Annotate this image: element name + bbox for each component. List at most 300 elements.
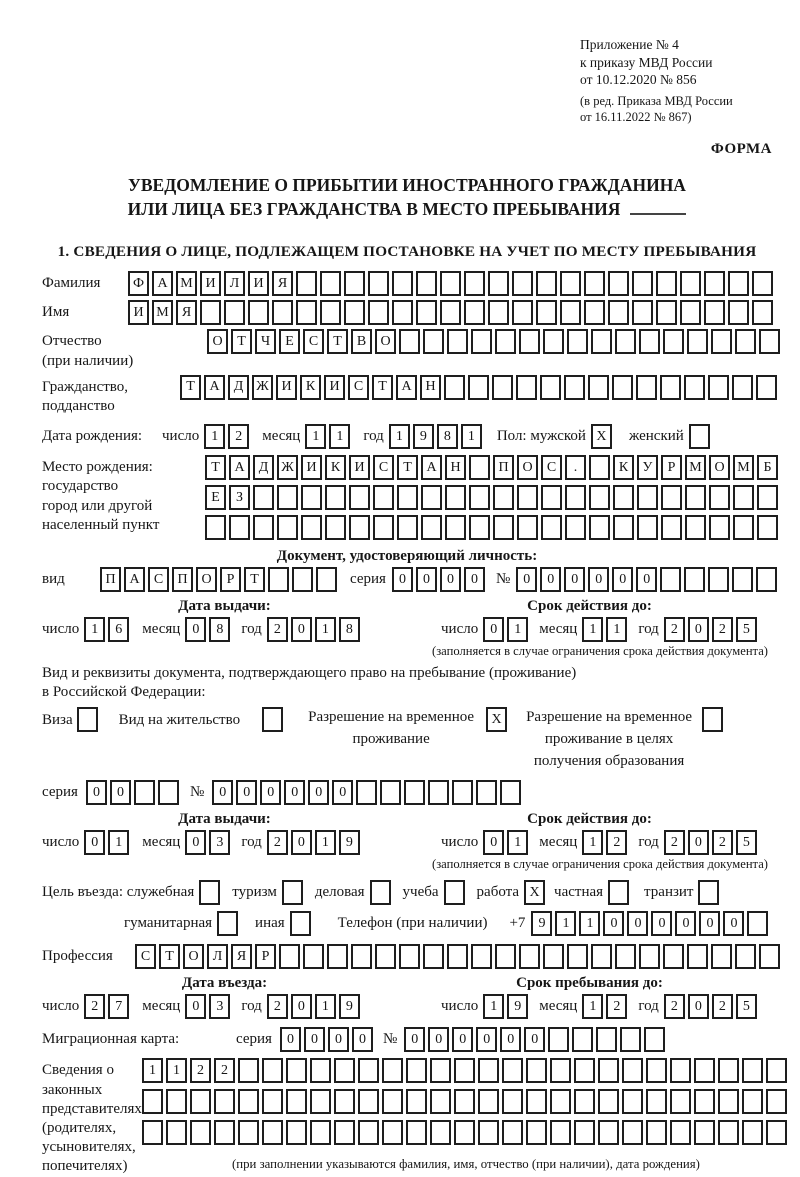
revision-line: (в ред. Приказа МВД России xyxy=(580,93,733,108)
char-cell xyxy=(646,1120,667,1145)
char-cell: Ж xyxy=(252,375,273,400)
char-cell xyxy=(382,1058,403,1083)
char-cell xyxy=(423,329,444,354)
char-cell xyxy=(158,780,179,805)
char-cell xyxy=(382,1120,403,1145)
char-cell: 0 xyxy=(428,1027,449,1052)
char-cell: 9 xyxy=(339,830,360,855)
char-cell xyxy=(373,515,394,540)
char-cell xyxy=(752,300,773,325)
doc-expiry-header: Срок действия до: xyxy=(527,598,652,615)
purpose-official-checkbox xyxy=(199,880,223,905)
char-cell xyxy=(286,1120,307,1145)
char-cell xyxy=(540,375,561,400)
char-cell xyxy=(632,271,653,296)
char-cell xyxy=(694,1120,715,1145)
char-cell xyxy=(476,780,497,805)
char-cell: 7 xyxy=(108,994,129,1019)
char-cell xyxy=(399,329,420,354)
birth-place-block xyxy=(42,455,772,540)
char-cell xyxy=(589,485,610,510)
stay-series-label: серия xyxy=(42,784,78,801)
stay-number-label: № xyxy=(189,784,205,801)
char-cell xyxy=(656,271,677,296)
char-cell: 1 xyxy=(329,424,350,449)
char-cell xyxy=(502,1120,523,1145)
doc-dates-row xyxy=(42,617,772,642)
char-cell xyxy=(684,375,705,400)
char-cell xyxy=(756,375,777,400)
char-cell xyxy=(238,1089,259,1114)
char-cell xyxy=(660,375,681,400)
char-cell: И xyxy=(276,375,297,400)
char-cell: З xyxy=(229,485,250,510)
char-cell xyxy=(564,375,585,400)
char-cell: К xyxy=(325,455,346,480)
char-cell: 0 xyxy=(464,567,485,592)
given-name-label: Имя xyxy=(42,304,70,321)
char-cell xyxy=(502,1058,523,1083)
char-cell xyxy=(519,944,540,969)
char-cell xyxy=(718,1089,739,1114)
char-cell: С xyxy=(541,455,562,480)
char-cell xyxy=(747,911,768,936)
char-cell xyxy=(301,485,322,510)
char-cell xyxy=(637,485,658,510)
sex-male-label: Пол: мужской xyxy=(496,428,586,445)
char-cell xyxy=(142,1120,163,1145)
char-cell xyxy=(440,300,461,325)
char-cell: У xyxy=(637,455,658,480)
char-cell xyxy=(687,329,708,354)
char-cell: 5 xyxy=(736,994,757,1019)
char-cell xyxy=(77,707,98,732)
char-cell xyxy=(636,375,657,400)
char-cell: 8 xyxy=(437,424,458,449)
char-cell xyxy=(320,271,341,296)
char-cell xyxy=(440,271,461,296)
stay-expiry-day xyxy=(483,830,531,855)
char-cell: 1 xyxy=(204,424,225,449)
char-cell: 0 xyxy=(185,994,206,1019)
temp-residence-edu-checkbox xyxy=(702,707,726,732)
char-cell xyxy=(471,329,492,354)
sex-male-checkbox xyxy=(591,424,615,449)
purpose-private-label: частная xyxy=(554,884,604,901)
char-cell xyxy=(469,485,490,510)
char-cell xyxy=(584,271,605,296)
char-cell xyxy=(368,271,389,296)
char-cell xyxy=(406,1089,427,1114)
char-cell xyxy=(536,271,557,296)
char-cell xyxy=(689,424,710,449)
residence-permit-checkbox xyxy=(262,707,286,732)
char-cell xyxy=(584,300,605,325)
char-cell: М xyxy=(152,300,173,325)
visa-checkbox xyxy=(77,707,101,732)
entry-dates-headers xyxy=(42,975,772,992)
representatives-row2 xyxy=(142,1089,790,1114)
doc-expiry-month xyxy=(582,617,630,642)
char-cell xyxy=(404,780,425,805)
char-cell: 1 xyxy=(142,1058,163,1083)
doc-expiry-day xyxy=(483,617,531,642)
char-cell xyxy=(596,1027,617,1052)
purpose-row1 xyxy=(42,880,772,905)
char-cell: 1 xyxy=(582,617,603,642)
char-cell xyxy=(766,1120,787,1145)
char-cell: П xyxy=(172,567,193,592)
char-cell xyxy=(512,300,533,325)
char-cell: С xyxy=(348,375,369,400)
char-cell xyxy=(598,1058,619,1083)
year-label: год xyxy=(363,428,384,445)
char-cell xyxy=(660,567,681,592)
char-cell xyxy=(334,1058,355,1083)
char-cell: 0 xyxy=(688,830,709,855)
stay-until-year xyxy=(664,994,760,1019)
migration-card-label: Миграционная карта: xyxy=(42,1031,180,1048)
char-cell: 0 xyxy=(612,567,633,592)
char-cell xyxy=(464,300,485,325)
char-cell: С xyxy=(148,567,169,592)
purpose-humanitarian-checkbox xyxy=(217,911,241,936)
char-cell xyxy=(574,1058,595,1083)
phone-cells xyxy=(531,911,771,936)
char-cell: 2 xyxy=(664,617,685,642)
char-cell xyxy=(452,780,473,805)
char-cell xyxy=(190,1089,211,1114)
char-cell: 1 xyxy=(461,424,482,449)
char-cell xyxy=(708,567,729,592)
char-cell xyxy=(421,515,442,540)
char-cell xyxy=(757,515,778,540)
char-cell xyxy=(632,300,653,325)
char-cell xyxy=(444,880,465,905)
char-cell xyxy=(253,485,274,510)
char-cell xyxy=(733,485,754,510)
char-cell xyxy=(334,1120,355,1145)
char-cell: Ф xyxy=(128,271,149,296)
char-cell xyxy=(454,1089,475,1114)
char-cell xyxy=(493,485,514,510)
patronymic-row xyxy=(42,329,772,370)
char-cell xyxy=(646,1089,667,1114)
char-cell: 5 xyxy=(736,830,757,855)
char-cell xyxy=(447,329,468,354)
stay-until-date: число 1 9 месяц 1 2 год 2 0 2 5 xyxy=(407,994,772,1019)
char-cell xyxy=(430,1058,451,1083)
profession-row xyxy=(42,944,772,969)
char-cell: Ж xyxy=(277,455,298,480)
char-cell: 0 xyxy=(291,617,312,642)
char-cell xyxy=(589,455,610,480)
char-cell xyxy=(166,1089,187,1114)
stay-issue-date: число 0 1 месяц 0 3 год 2 0 1 9 xyxy=(42,830,407,855)
purpose-business-checkbox xyxy=(370,880,394,905)
char-cell xyxy=(282,880,303,905)
form-title-line2: ИЛИ ЛИЦА БЕЗ ГРАЖДАНСТВА В МЕСТО ПРЕБЫВАНИЯ xyxy=(42,198,772,222)
char-cell: Т xyxy=(159,944,180,969)
char-cell xyxy=(286,1058,307,1083)
char-cell: Р xyxy=(661,455,682,480)
char-cell: 1 xyxy=(389,424,410,449)
char-cell xyxy=(588,375,609,400)
purpose-other-checkbox xyxy=(290,911,314,936)
char-cell: 0 xyxy=(627,911,648,936)
given-name-row xyxy=(42,300,772,325)
char-cell: Т xyxy=(372,375,393,400)
char-cell: 2 xyxy=(267,994,288,1019)
char-cell xyxy=(567,944,588,969)
char-cell xyxy=(680,300,701,325)
char-cell xyxy=(766,1089,787,1114)
char-cell: 2 xyxy=(712,617,733,642)
char-cell: 0 xyxy=(500,1027,521,1052)
char-cell xyxy=(622,1089,643,1114)
char-cell xyxy=(536,300,557,325)
char-cell xyxy=(262,1120,283,1145)
purpose-tourism-label: туризм xyxy=(232,884,277,901)
char-cell: 0 xyxy=(675,911,696,936)
char-cell xyxy=(615,329,636,354)
birth-day-cells xyxy=(204,424,252,449)
purpose-transit-label: транзит xyxy=(644,884,694,901)
char-cell: Б xyxy=(757,455,778,480)
char-cell: 0 xyxy=(392,567,413,592)
char-cell xyxy=(488,300,509,325)
char-cell xyxy=(757,485,778,510)
char-cell: . xyxy=(565,455,586,480)
char-cell: В xyxy=(351,329,372,354)
char-cell xyxy=(637,515,658,540)
char-cell xyxy=(620,1027,641,1052)
char-cell xyxy=(735,944,756,969)
char-cell: 0 xyxy=(699,911,720,936)
char-cell: И xyxy=(128,300,149,325)
char-cell xyxy=(406,1058,427,1083)
char-cell xyxy=(445,515,466,540)
char-cell: К xyxy=(300,375,321,400)
char-cell xyxy=(268,567,289,592)
char-cell: 2 xyxy=(228,424,249,449)
migration-number-label: № xyxy=(382,1031,398,1048)
stay-number-cells xyxy=(212,780,524,805)
char-cell xyxy=(565,485,586,510)
char-cell xyxy=(375,944,396,969)
char-cell: П xyxy=(493,455,514,480)
char-cell xyxy=(670,1089,691,1114)
char-cell xyxy=(142,1089,163,1114)
char-cell: 1 xyxy=(166,1058,187,1083)
char-cell xyxy=(229,515,250,540)
patronymic-label: Отчество (при наличии) xyxy=(42,333,134,369)
char-cell: А xyxy=(124,567,145,592)
char-cell: М xyxy=(733,455,754,480)
char-cell: 0 xyxy=(110,780,131,805)
char-cell xyxy=(500,780,521,805)
char-cell xyxy=(517,485,538,510)
char-cell xyxy=(495,944,516,969)
char-cell xyxy=(661,485,682,510)
char-cell xyxy=(680,271,701,296)
char-cell xyxy=(392,271,413,296)
doc-issue-month xyxy=(185,617,233,642)
char-cell xyxy=(684,567,705,592)
char-cell xyxy=(344,271,365,296)
visa-option: Виза xyxy=(42,707,101,732)
char-cell xyxy=(382,1089,403,1114)
char-cell xyxy=(190,1120,211,1145)
char-cell xyxy=(550,1089,571,1114)
char-cell xyxy=(358,1058,379,1083)
char-cell xyxy=(370,880,391,905)
purpose-work-checkbox xyxy=(524,880,548,905)
char-cell xyxy=(373,485,394,510)
char-cell xyxy=(444,375,465,400)
char-cell xyxy=(478,1120,499,1145)
char-cell xyxy=(615,944,636,969)
char-cell: 0 xyxy=(603,911,624,936)
char-cell: 0 xyxy=(291,994,312,1019)
migration-card-row xyxy=(42,1027,772,1052)
purpose-work-label: работа xyxy=(476,884,520,901)
char-cell xyxy=(663,329,684,354)
char-cell xyxy=(685,515,706,540)
char-cell xyxy=(416,300,437,325)
char-cell xyxy=(303,944,324,969)
purpose-study-checkbox xyxy=(444,880,468,905)
char-cell xyxy=(613,515,634,540)
doc-number-cells xyxy=(516,567,780,592)
char-cell xyxy=(752,271,773,296)
representatives-row3 xyxy=(142,1120,790,1145)
char-cell: 3 xyxy=(209,994,230,1019)
char-cell xyxy=(687,944,708,969)
section1-heading: 1. СВЕДЕНИЯ О ЛИЦЕ, ПОДЛЕЖАЩЕМ ПОСТАНОВКЕ НА УЧЕТ ПО МЕСТУ ПРЕБЫВАНИЯ xyxy=(57,243,757,261)
char-cell xyxy=(718,1058,739,1083)
char-cell xyxy=(349,485,370,510)
char-cell xyxy=(698,880,719,905)
char-cell xyxy=(224,300,245,325)
stay-expiry-note: (заполняется в случае ограничения срока действия документа) xyxy=(432,857,768,872)
char-cell xyxy=(598,1089,619,1114)
char-cell xyxy=(368,300,389,325)
char-cell xyxy=(766,1058,787,1083)
birth-year-cells xyxy=(389,424,485,449)
char-cell xyxy=(516,375,537,400)
char-cell xyxy=(290,911,311,936)
char-cell xyxy=(591,944,612,969)
stay-expiry-header: Срок действия до: xyxy=(527,811,652,828)
char-cell xyxy=(358,1089,379,1114)
char-cell: 0 xyxy=(440,567,461,592)
char-cell: О xyxy=(207,329,228,354)
char-cell xyxy=(526,1058,547,1083)
char-cell xyxy=(447,944,468,969)
char-cell: 1 xyxy=(507,830,528,855)
char-cell: X xyxy=(591,424,612,449)
char-cell: 0 xyxy=(212,780,233,805)
char-cell: 6 xyxy=(108,617,129,642)
representatives-footnote: (при заполнении указываются фамилия, имя, отчество (при наличии), дата рождения) xyxy=(232,1157,700,1172)
char-cell: Р xyxy=(220,567,241,592)
char-cell: 9 xyxy=(413,424,434,449)
title-blank-line xyxy=(630,199,686,215)
birth-place-row3 xyxy=(205,515,781,540)
surname-cells xyxy=(128,271,776,296)
char-cell: О xyxy=(375,329,396,354)
stay-issue-year xyxy=(267,830,363,855)
char-cell xyxy=(296,300,317,325)
stay-series-cells xyxy=(86,780,182,805)
char-cell: Д xyxy=(228,375,249,400)
char-cell: К xyxy=(613,455,634,480)
char-cell xyxy=(262,707,283,732)
char-cell xyxy=(711,329,732,354)
char-cell xyxy=(694,1058,715,1083)
day-label: число xyxy=(162,428,200,445)
char-cell xyxy=(526,1089,547,1114)
char-cell xyxy=(733,515,754,540)
char-cell: 0 xyxy=(540,567,561,592)
char-cell xyxy=(670,1120,691,1145)
birth-month-cells xyxy=(305,424,353,449)
char-cell: Ч xyxy=(255,329,276,354)
purpose-business-label: деловая xyxy=(314,884,365,901)
char-cell: 3 xyxy=(209,830,230,855)
char-cell: Т xyxy=(327,329,348,354)
char-cell: 1 xyxy=(507,617,528,642)
char-cell xyxy=(591,329,612,354)
char-cell xyxy=(622,1058,643,1083)
char-cell xyxy=(608,880,629,905)
char-cell: 0 xyxy=(86,780,107,805)
char-cell: С xyxy=(135,944,156,969)
citizenship-row xyxy=(42,375,772,416)
char-cell xyxy=(656,300,677,325)
birth-place-row1 xyxy=(205,455,781,480)
char-cell xyxy=(397,485,418,510)
purpose-transit-checkbox xyxy=(698,880,722,905)
char-cell: Д xyxy=(253,455,274,480)
char-cell: 0 xyxy=(284,780,305,805)
char-cell xyxy=(292,567,313,592)
char-cell xyxy=(262,1058,283,1083)
char-cell: М xyxy=(685,455,706,480)
char-cell: Л xyxy=(207,944,228,969)
char-cell: 1 xyxy=(606,617,627,642)
char-cell xyxy=(512,271,533,296)
char-cell: 2 xyxy=(606,830,627,855)
char-cell xyxy=(423,944,444,969)
char-cell: 0 xyxy=(185,617,206,642)
char-cell: 9 xyxy=(531,911,552,936)
char-cell: Е xyxy=(205,485,226,510)
char-cell xyxy=(543,944,564,969)
entry-day xyxy=(84,994,132,1019)
stay-issue-month xyxy=(185,830,233,855)
char-cell xyxy=(277,515,298,540)
char-cell: 1 xyxy=(582,994,603,1019)
char-cell xyxy=(471,944,492,969)
char-cell xyxy=(495,329,516,354)
char-cell: 0 xyxy=(516,567,537,592)
forma-label: ФОРМА xyxy=(710,141,772,158)
char-cell: 0 xyxy=(564,567,585,592)
char-cell: И xyxy=(248,271,269,296)
purpose-row2 xyxy=(42,911,772,936)
